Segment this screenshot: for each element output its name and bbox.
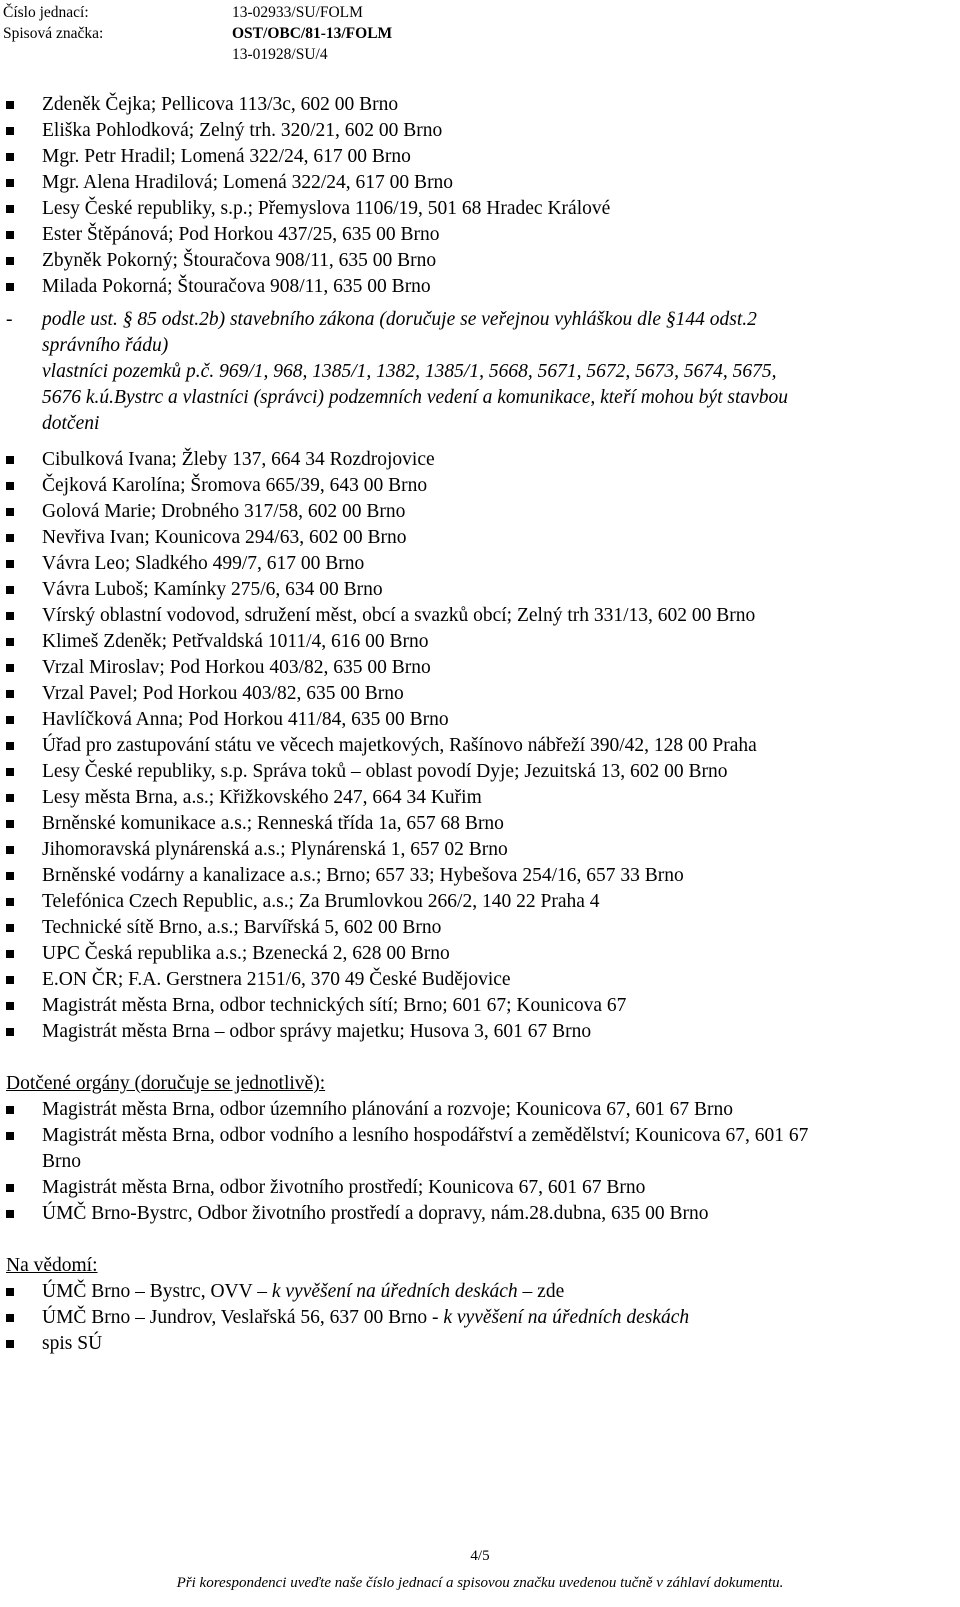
file-mark-value: OST/OBC/81-13/FOLM: [232, 25, 393, 42]
bullet-icon: [6, 742, 14, 750]
list-item: Zbyněk Pokorný; Štouračova 908/11, 635 00 Brno: [42, 250, 437, 271]
list-item: [42, 1306, 689, 1330]
bullet-icon: [6, 1288, 14, 1296]
list-item: Ester Štěpánová; Pod Horkou 437/25, 635 00 Brno: [42, 224, 440, 245]
bullet-icon: [6, 664, 14, 672]
list-item: [42, 1280, 564, 1304]
bullet-icon: [6, 846, 14, 854]
list-item: Klimeš Zdeněk; Petřvaldská 1011/4, 616 00 Brno: [42, 631, 429, 652]
list-item: Golová Marie; Drobného 317/58, 602 00 Brno: [42, 501, 406, 522]
list-item: Technické sítě Brno, a.s.; Barvířská 5, 602 00 Brno: [42, 917, 442, 938]
list-item: Vírský oblastní vodovod, sdružení měst, obcí a svazků obcí; Zelný trh 331/13, 602 00 Brno: [42, 605, 756, 626]
list-item: spis SÚ: [42, 1333, 103, 1354]
bullet-icon: [6, 872, 14, 880]
list-item: Mgr. Alena Hradilová; Lomená 322/24, 617 00 Brno: [42, 172, 454, 193]
list-item: Úřad pro zastupování státu ve věcech majetkových, Rašínovo nábřeží 390/42, 128 00 Praha: [42, 735, 757, 756]
list-item: Vrzal Miroslav; Pod Horkou 403/82, 635 00 Brno: [42, 657, 431, 678]
page-number: 4/5: [470, 1548, 490, 1564]
bullet-icon: [6, 586, 14, 594]
list-item-italic: k vyvěšení na úředních deskách: [443, 1307, 690, 1328]
footer-note: Při korespondenci uveďte naše číslo jednací a spisovou značku uvedenou tučně v záhlaví dokumentu.: [176, 1575, 784, 1591]
list-item-italic: k vyvěšení na úředních deskách: [271, 1281, 518, 1302]
bullet-icon: [6, 534, 14, 542]
list-item: Milada Pokorná; Štouračova 908/11, 635 00 Brno: [42, 276, 431, 297]
list-item-text: ÚMČ Brno – Jundrov, Veslařská 56, 637 00 Brno -: [42, 1307, 444, 1328]
bullet-icon: [6, 127, 14, 135]
list-item: Magistrát města Brna, odbor životního prostředí; Kounicova 67, 601 67 Brno: [42, 1177, 646, 1198]
list-item: Lesy České republiky, s.p.; Přemyslova 1106/19, 501 68 Hradec Králové: [42, 198, 611, 219]
bullet-icon: [6, 508, 14, 516]
list-item: E.ON ČR; F.A. Gerstnera 2151/6, 370 49 České Budějovice: [42, 969, 511, 990]
bullet-icon: [6, 1002, 14, 1010]
bullet-icon: [6, 690, 14, 698]
list-item: Cibulková Ivana; Žleby 137, 664 34 Rozdrojovice: [42, 449, 435, 470]
list-item: Lesy města Brna, a.s.; Křižkovského 247, 664 34 Kuřim: [42, 787, 482, 808]
bullet-icon: [6, 257, 14, 265]
list-item: Jihomoravská plynárenská a.s.; Plynárenská 1, 657 02 Brno: [42, 839, 508, 860]
bullet-icon: [6, 560, 14, 568]
bullet-icon: [6, 1132, 14, 1140]
list-item: Mgr. Petr Hradil; Lomená 322/24, 617 00 Brno: [42, 146, 411, 167]
list-item: Eliška Pohlodková; Zelný trh. 320/21, 602 00 Brno: [42, 120, 443, 141]
bullet-icon: [6, 231, 14, 239]
legal-line: správního řádu): [42, 335, 169, 356]
bullet-icon: [6, 612, 14, 620]
list-item: Brněnské vodárny a kanalizace a.s.; Brno; 657 33; Hybešova 254/16, 657 33 Brno: [42, 865, 684, 886]
list-item: Magistrát města Brna, odbor územního plánování a rozvoje; Kounicova 67, 601 67 Brno: [42, 1099, 734, 1120]
bullet-icon: [6, 456, 14, 464]
list-item: Havlíčková Anna; Pod Horkou 411/84, 635 00 Brno: [42, 709, 449, 730]
bullet-icon: [6, 1340, 14, 1348]
bullet-icon: [6, 716, 14, 724]
dash-marker: -: [6, 309, 13, 330]
bullet-icon: [6, 794, 14, 802]
section-heading: Na vědomí:: [6, 1255, 98, 1276]
bullet-icon: [6, 638, 14, 646]
document-header: [0, 0, 960, 66]
bullet-icon: [6, 101, 14, 109]
bullet-icon: [6, 1184, 14, 1192]
bullet-icon: [6, 1210, 14, 1218]
list-item-text: ÚMČ Brno – Bystrc, OVV –: [42, 1281, 272, 1302]
list-item: Vávra Leo; Sladkého 499/7, 617 00 Brno: [42, 553, 365, 574]
list-item-continuation: Brno: [42, 1151, 81, 1172]
list-item: Nevřiva Ivan; Kounicova 294/63, 602 00 Brno: [42, 527, 407, 548]
list-item: Brněnské komunikace a.s.; Renneská třída 1a, 657 68 Brno: [42, 813, 504, 834]
legal-line: dotčeni: [42, 413, 100, 434]
list-item-text: – zde: [517, 1281, 565, 1302]
bullet-icon: [6, 820, 14, 828]
list-item: ÚMČ Brno-Bystrc, Odbor životního prostředí a dopravy, nám.28.dubna, 635 00 Brno: [42, 1203, 709, 1224]
list-item: Vávra Luboš; Kamínky 275/6, 634 00 Brno: [42, 579, 383, 600]
secondary-reference-value: 13-01928/SU/4: [232, 46, 328, 63]
bullet-icon: [6, 179, 14, 187]
bullet-icon: [6, 950, 14, 958]
bullet-icon: [6, 153, 14, 161]
bullet-icon: [6, 482, 14, 490]
list-item: Magistrát města Brna, odbor vodního a lesního hospodářství a zemědělství; Kounicova 67, 601 67: [42, 1125, 809, 1146]
bullet-icon: [6, 1028, 14, 1036]
bullet-icon: [6, 768, 14, 776]
legal-line: vlastníci pozemků p.č. 969/1, 968, 1385/1, 1382, 1385/1, 5668, 5671, 5672, 5673, 5674, 5675,: [42, 361, 777, 382]
bullet-icon: [6, 205, 14, 213]
file-mark-label: Spisová značka:: [3, 25, 104, 42]
bullet-icon: [6, 1106, 14, 1114]
bullet-icon: [6, 924, 14, 932]
reference-number-value: 13-02933/SU/FOLM: [232, 4, 363, 21]
list-item: Lesy České republiky, s.p. Správa toků – oblast povodí Dyje; Jezuitská 13, 602 00 Brno: [42, 761, 728, 782]
list-item: Čejková Karolína; Šromova 665/39, 643 00 Brno: [42, 475, 428, 496]
legal-line: podle ust. § 85 odst.2b) stavebního zákona (doručuje se veřejnou vyhláškou dle §144 odst.2: [42, 309, 757, 330]
section-heading: Dotčené orgány (doručuje se jednotlivě):: [6, 1073, 326, 1094]
list-item: Zdeněk Čejka; Pellicova 113/3c, 602 00 Brno: [42, 94, 399, 115]
bullet-icon: [6, 898, 14, 906]
reference-number-label: Číslo jednací:: [3, 4, 89, 21]
list-item: Telefónica Czech Republic, a.s.; Za Brumlovkou 266/2, 140 22 Praha 4: [42, 891, 600, 912]
list-item: Magistrát města Brna – odbor správy majetku; Husova 3, 601 67 Brno: [42, 1021, 592, 1042]
bullet-icon: [6, 283, 14, 291]
list-item: Magistrát města Brna, odbor technických sítí; Brno; 601 67; Kounicova 67: [42, 995, 627, 1016]
legal-line: 5676 k.ú.Bystrc a vlastníci (správci) podzemních vedení a komunikace, kteří mohou být stavbou: [42, 387, 789, 408]
bullet-icon: [6, 976, 14, 984]
list-item: Vrzal Pavel; Pod Horkou 403/82, 635 00 Brno: [42, 683, 404, 704]
bullet-icon: [6, 1314, 14, 1322]
list-item: UPC Česká republika a.s.; Bzenecká 2, 628 00 Brno: [42, 943, 450, 964]
